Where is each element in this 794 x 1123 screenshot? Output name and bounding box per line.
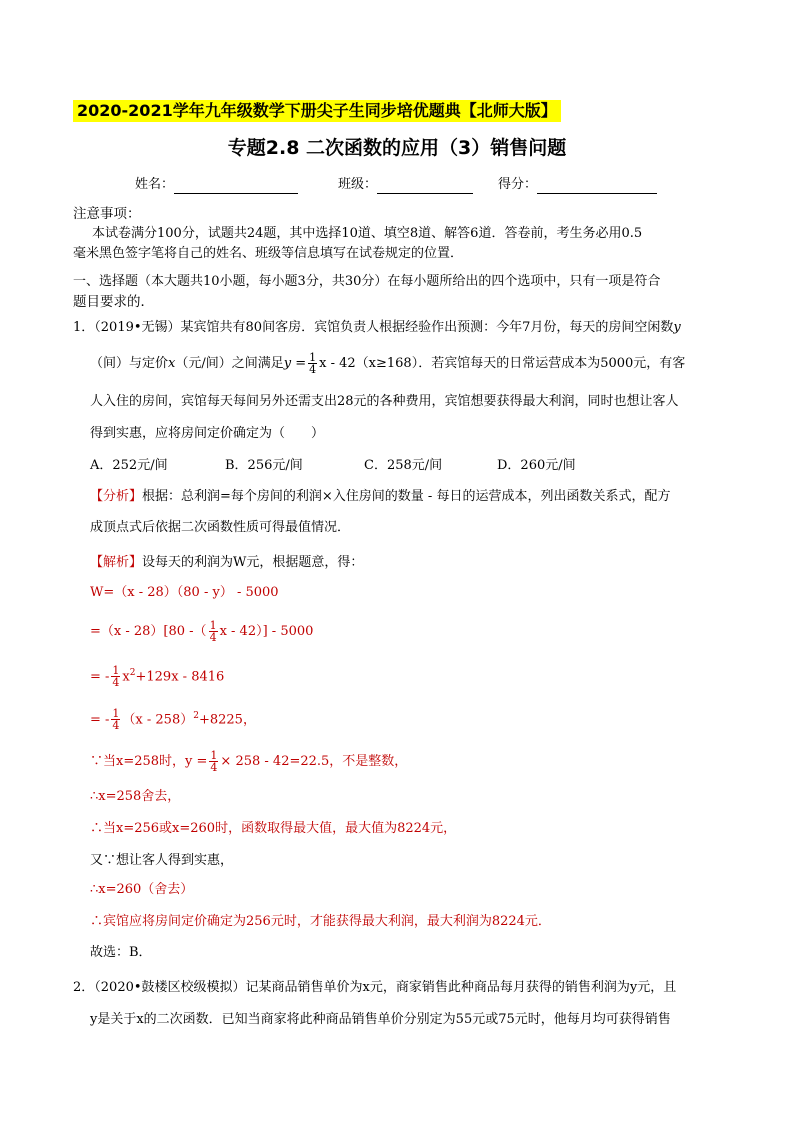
- option-d: D．260元/间: [497, 458, 576, 473]
- name-field: [135, 176, 298, 194]
- question-1-text: 得到实惠，应将房间定价确定为（ ）: [90, 426, 325, 441]
- notice-heading: 注意事项：: [73, 206, 141, 222]
- name-blank: [174, 179, 298, 194]
- solution-step: = - $\frac{1}{4}$ （x - 258）$^2$+8225，: [90, 707, 256, 733]
- solution-step: ∵当x=258时，y = $\frac{1}{4}$ × 258 - 42=22.5，不是整数，: [90, 749, 408, 774]
- question-2-text: 2．（2020•鼓楼区校级模拟）记某商品销售单价为x元，商家销售此种商品每月获得的销售利润为y元，且: [73, 980, 677, 995]
- solution-step: ∴x=260（舍去）: [90, 882, 194, 897]
- class-blank: [377, 179, 473, 194]
- option-b: B．256元/间: [225, 458, 303, 473]
- analysis-text: 【分析】根据：总利润=每个房间的利润×入住房间的数量 - 每日的运营成本，列出函数关系式，配方: [90, 489, 671, 504]
- section-heading: 一、选择题（本大题共10小题，每小题3分，共30分）在每小题所给出的四个选项中，只有一项是符合: [73, 274, 661, 289]
- solution-step: ∴x=258舍去，: [90, 789, 181, 804]
- notice-line: 毫米黑色签字笔将自己的姓名、班级等信息填写在试卷规定的位置．: [73, 246, 464, 261]
- analysis-text: 成顶点式后依据二次函数性质可得最值情况．: [90, 520, 351, 535]
- series-banner: 2020-2021学年九年级数学下册尖子生同步培优题典【北师大版】: [73, 100, 561, 122]
- notice-line: 本试卷满分100分，试题共24题，其中选择10道、填空8道、解答6道．答卷前，考生务必用0.5: [92, 226, 643, 241]
- solution-text: 【解析】设每天的利润为W元，根据题意，得：: [90, 555, 364, 570]
- solution-step: 又∵想让客人得到实惠，: [90, 853, 234, 868]
- solution-step: = - $\frac{1}{4}$ $x^2+129x - 8416$: [90, 664, 225, 690]
- class-field: [338, 176, 473, 194]
- question-1-text: 1．（2019•无锡）某宾馆共有80间客房．宾馆负责人根据经验作出预测：今年7月份，每天的房间空闲数y: [73, 320, 681, 335]
- solution-step: =（x - 28）[80 -（ $\frac{1}{4}$ x - 42）] - 5000: [90, 619, 314, 644]
- solution-step: W=（x - 28）（80 - y） - 5000: [90, 585, 279, 600]
- question-1-text: （间）与定价x（元/间）之间满足y = $\frac{1}{4}$ x - 42（x≥168）．若宾馆每天的日常运营成本为5000元，有客: [90, 351, 686, 376]
- option-c: C．258元/间: [364, 458, 443, 473]
- question-1-text: 人入住的房间，宾馆每天每间另外还需支出28元的各种费用，宾馆想要获得最大利润，同时也想让客人: [90, 394, 679, 409]
- score-field: [498, 176, 657, 194]
- name-label: 姓名：: [135, 177, 175, 192]
- section-heading-cont: 题目要求的．: [73, 294, 154, 310]
- fraction: $\frac{1}{4}$: [309, 351, 317, 376]
- solution-conclusion: ∴宾馆应将房间定价确定为256元时，才能获得最大利润，最大利润为8224元．: [90, 914, 551, 929]
- score-blank: [537, 179, 657, 194]
- page-title: 专题2.8 二次函数的应用（3）销售问题: [227, 137, 567, 159]
- solution-step: ∴当x=256或x=260时，函数取得最大值，最大值为8224元，: [90, 821, 457, 836]
- answer-choice: 故选：B．: [90, 945, 152, 960]
- option-a: A．252元/间: [90, 458, 168, 473]
- class-label: 班级：: [338, 177, 378, 192]
- score-label: 得分：: [498, 177, 538, 192]
- question-2-text: y是关于x的二次函数．已知当商家将此种商品销售单价分别定为55元或75元时，他每月均可获得销售: [90, 1012, 671, 1027]
